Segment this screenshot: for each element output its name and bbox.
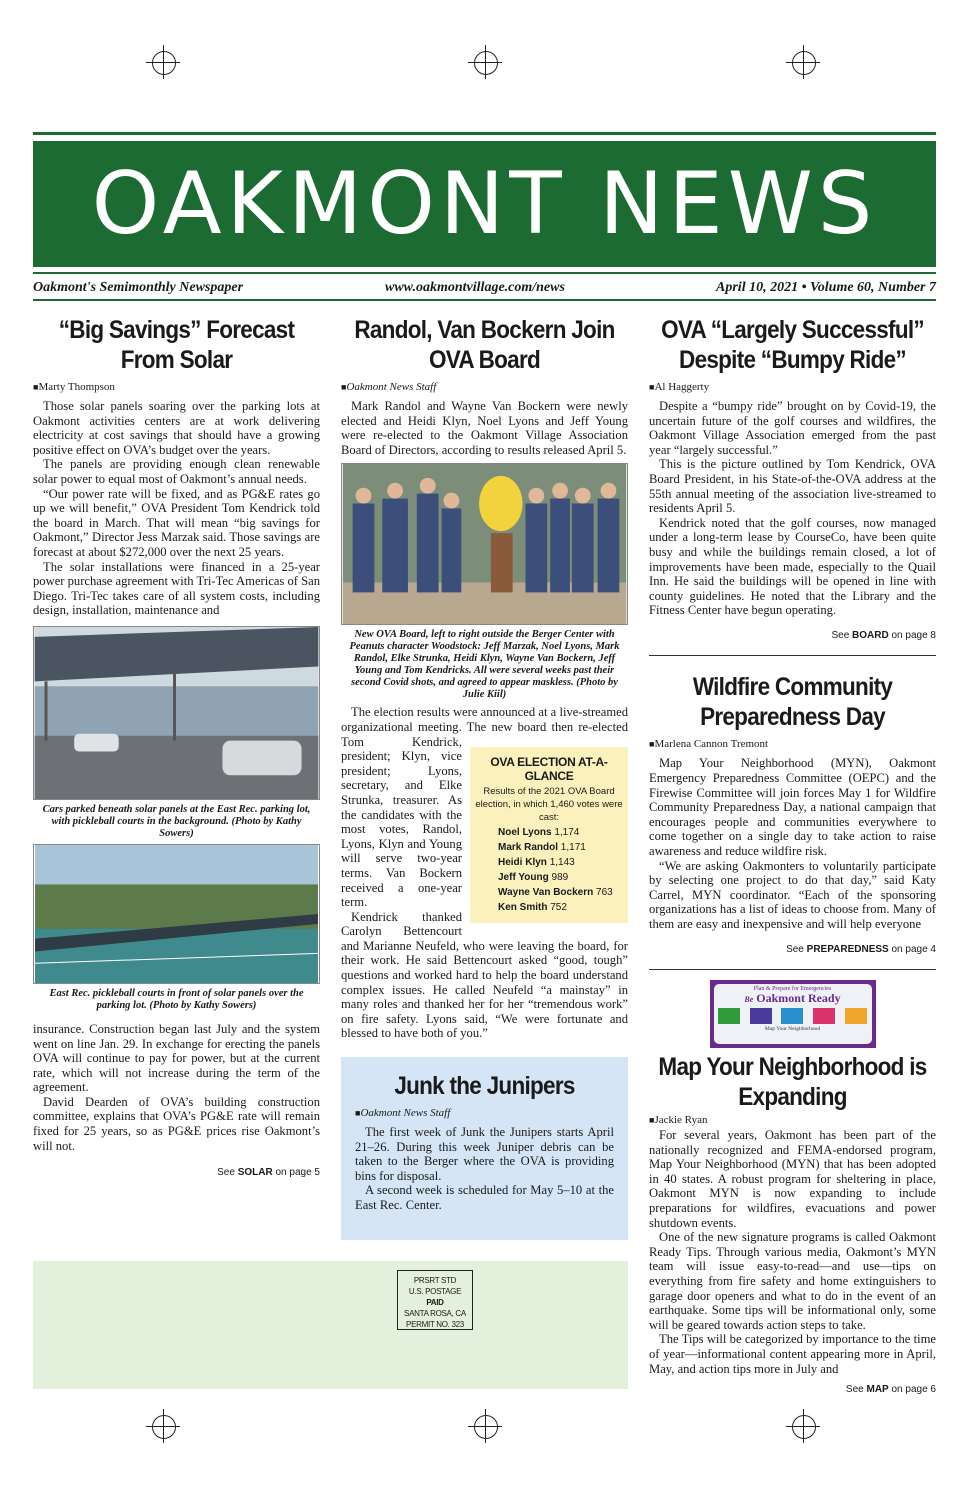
registration-mark xyxy=(786,1409,820,1443)
paragraph: insurance. Construction began last July and the system went on line Jan. 29. In exchange for erecting the panels OVA will continue to pay for power, but at the current rate, which will not increase during the term of the agreement. xyxy=(33,1021,320,1095)
paragraph: Those solar panels soaring over the parking lots at Oakmont activities centers are at work delivering electricity at cost savings that should have a growing positive effect on OVA’s budget over the years. xyxy=(33,399,320,457)
board-article xyxy=(341,315,628,1057)
paragraph: The first week of Junk the Junipers starts April 21–26. During this week Juniper debris can be taken to the Berger where the OVA is providing bins for disposal. xyxy=(355,1125,614,1183)
paragraph: Kendrick noted that the golf courses, now managed under a long-term lease by CourseCo, have been quite busy and while the buildings remain closed, a lot of improvements have been made, especially to the Quail Inn. He said the buildings will be opened in line with county guidelines. He noted that the Library and the Fitness Center have begun operating. xyxy=(649,515,936,618)
byline: ■ Al Haggerty xyxy=(649,381,936,393)
paragraph: Kendrick thanked Carolyn Bettencourt and Marianne Neufeld, who were leaving the board, for their work. He said Bettencourt asked “good, tough” questions and worked hard to help the board understand complex issues. He called Neufeld “a mainstay” in many roles and thanked her for her “tremendous work” on fire safety. Lyons said, “We were fortunate and blessed to have both of you.” xyxy=(341,909,628,1041)
paragraph: The Tips will be categorized by importance to the time of year—informational content appearing more in April, May, and action tips more in July and xyxy=(649,1332,936,1376)
paragraph: One of the new signature programs is called Oakmont Ready Tips. Through various media, Oakmont’s MYN team will issue easy-to-read—and use—tips on everything from fire safety and home extinguishers to garage door openers and what to do in the event of an earthquake. Some tips will be informational only, some will be geared towards action steps to take. xyxy=(649,1230,936,1332)
result-item: Ken Smith 752 xyxy=(498,902,567,914)
ova-article xyxy=(649,315,936,1395)
glance-title: OVA ELECTION AT-A-GLANCE xyxy=(490,755,608,784)
result-item: Wayne Van Bockern 763 xyxy=(498,887,613,899)
glance-subtitle: Results of the 2021 OVA Board election, in which 1,460 votes were cast: xyxy=(475,786,623,824)
paragraph: “We are asking Oakmonters to voluntarily participate by selecting one project to do that day,” said Katy Carrel, MYN coordinator. “Each of the sponsoring organizations has a list of ideas to choose from. Many of them are easy and inexpensive and will help everyone xyxy=(649,858,936,931)
registration-mark xyxy=(146,1409,180,1443)
see-page: on page 5 xyxy=(275,1167,320,1179)
mailing-area xyxy=(33,1261,628,1389)
columns-row xyxy=(33,315,628,1240)
see-key: SOLAR xyxy=(237,1167,273,1179)
solar-article xyxy=(33,315,320,1240)
result-item: Noel Lyons 1,174 xyxy=(498,827,580,839)
paragraph: David Dearden of OVA’s building construction committee, explains that OVA’s PG&E rate will remain fixed for 25 years, so as PG&E prices rise Oakmont’s will not. xyxy=(33,1094,320,1153)
result-item: Mark Randol 1,171 xyxy=(498,842,586,854)
registration-mark xyxy=(468,1409,502,1443)
jump-link-preparedness[interactable]: See PREPAREDNESS on page 4 xyxy=(786,943,936,955)
headline: Junk the Junipers xyxy=(394,1072,575,1101)
junipers-article xyxy=(341,1057,628,1240)
subline-rule xyxy=(33,299,936,301)
oakmont-ready-logo: Plan & Prepare for Emergencies Be Oakmont Ready Map Your Neighborhood xyxy=(710,980,876,1048)
paragraph: The panels are providing enough clean renewable solar power to equal most of Oakmont’s annual needs. xyxy=(33,457,320,486)
paragraph: This is the picture outlined by Tom Kendrick, OVA Board President, in his State-of-the-OVA address at the 55th annual meeting of the association live-streamed to residents April 5. xyxy=(649,457,936,516)
see-label: See xyxy=(217,1167,235,1179)
masthead-title: OAKMONT NEWS xyxy=(33,141,936,267)
photo-caption: Cars parked beneath solar panels at the East Rec. parking lot, with pickleball courts in the background. (Photo by Kathy Sowers) xyxy=(42,803,311,839)
paragraph: Despite a “bumpy ride” brought on by Covid-19, the uncertain future of the golf courses and wildfires, the Oakmont Village Association emerged from the past year “largely successful.” xyxy=(649,399,936,457)
postage-indicia: PRSRT STD U.S. POSTAGE PAID SANTA ROSA, CA PERMIT NO. 323 xyxy=(397,1270,473,1330)
byline: ■ Oakmont News Staff xyxy=(355,1107,614,1119)
board-group-photo xyxy=(341,463,628,625)
center-column xyxy=(341,315,628,1240)
registration-mark xyxy=(468,45,502,79)
issue-info: April 10, 2021 • Volume 60, Number 7 xyxy=(716,280,936,295)
jump-link-solar[interactable] xyxy=(33,1167,320,1178)
paragraph: The solar installations were financed in a 25-year power purchase agreement with Tri-Tec Americas of San Diego. Tri-Tec takes care of all system costs, including design, installation, maintenance and xyxy=(33,559,320,618)
tagline: Oakmont's Semimonthly Newspaper xyxy=(33,280,244,295)
paragraph: “Our power rate will be fixed, and as PG&E rates go up we will benefit,” OVA President Tom Kendrick told the board in March. That will mean “big savings for Oakmont,” Director Jess Marzak said. Those savings are forecast at about $272,000 over the next 25 years. xyxy=(33,486,320,559)
paragraph: A second week is scheduled for May 5–10 at the East Rec. Center. xyxy=(355,1183,614,1212)
photo-caption: New OVA Board, left to right outside the Berger Center with Peanuts character Woodstock: Jeff Marzak, Noel Lyons, Mark Randol, Elke Strunka, Heidi Klyn, Wayne Van Bockern, Jeff Young and Tom Kendricks. All were several weeks past their second Covid shots, and agreed to appear maskless. (Photo by Julie Kiil) xyxy=(349,629,620,701)
paragraph: Mark Randol and Wayne Van Bockern were newly elected and Heidi Klyn, Noel Lyons and Jeff Young were re-elected to the Oakmont Village Association Board of Directors, according to results released April 5. xyxy=(341,399,628,457)
headline: “Big Savings” Forecast From Solar xyxy=(58,316,295,374)
result-item: Jeff Young 989 xyxy=(498,872,569,884)
election-at-a-glance-box xyxy=(470,747,628,923)
divider xyxy=(649,969,936,971)
result-item: Heidi Klyn 1,143 xyxy=(498,857,575,869)
byline: ■ Marlena Cannon Tremont xyxy=(649,738,936,750)
byline: ■ Oakmont News Staff xyxy=(341,381,628,393)
divider xyxy=(649,655,936,657)
website-url[interactable]: www.oakmontvillage.com/news xyxy=(385,280,565,295)
paragraph: For several years, Oakmont has been part of the nationally recognized and FEMA-endorsed program, Map Your Neighborhood (MYN) that has been adopted in 40 states. A robust program for sheltering in place, Oakmont MYN is now expanding to include preparations for wildfires, evacuations and power shutdown events. xyxy=(649,1128,936,1230)
paragraph: Map Your Neighborhood (MYN), Oakmont Emergency Preparedness Committee (OEPC) and the Firewise Committee will join forces May 1 for Wildfire Community Preparedness Day, a national campaign that encourages people and communities everywhere to come together on a single day to take action to raise awareness and reduce wildfire risk. xyxy=(649,756,936,858)
results-list xyxy=(470,825,628,915)
pickleball-courts-photo xyxy=(33,844,320,984)
headline: OVA “Largely Successful” Despite “Bumpy Ride” xyxy=(661,316,924,374)
headline: Randol, Van Bockern Join OVA Board xyxy=(354,316,615,374)
jump-link-map[interactable]: See MAP on page 6 xyxy=(845,1384,936,1396)
headline: Wildfire Community Preparedness Day xyxy=(692,673,893,732)
paragraph: The election results were announced at a live-streamed organizational meeting. The new board then re-elected Tom Kendrick, president; Klyn, vice president; Lyons, secretary, and Elke Strunka, treasurer. As the candidates with the most votes, Randol, Lyons, Klyn and Young will serve two-year terms. Van Bockern received a one-year term. xyxy=(341,705,628,910)
photo-caption: East Rec. pickleball courts in front of solar panels over the parking lot. (Photo by Kathy Sowers) xyxy=(49,987,304,1011)
top-rule xyxy=(33,132,936,135)
registration-mark xyxy=(786,45,820,79)
left-columns-area xyxy=(33,315,628,1389)
solar-parking-photo xyxy=(33,626,320,800)
headline: Map Your Neighborhood is Expanding xyxy=(658,1053,927,1112)
jump-link-board[interactable]: See BOARD on page 8 xyxy=(831,629,936,641)
byline: ■ Jackie Ryan xyxy=(649,1114,936,1126)
registration-mark xyxy=(146,45,180,79)
masthead-rule xyxy=(33,272,936,274)
byline: ■ Marty Thompson xyxy=(33,381,320,393)
